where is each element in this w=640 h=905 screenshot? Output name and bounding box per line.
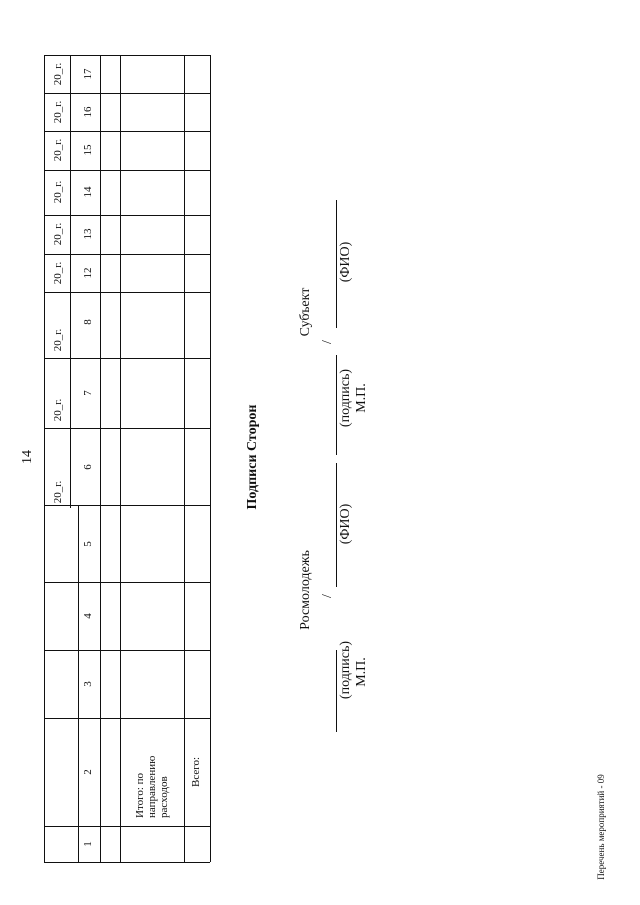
year-header: 20_г. [52, 100, 64, 124]
left-party-name: Росмолодежь [298, 550, 313, 630]
right-sign-line [336, 355, 337, 455]
column-number: 8 [82, 319, 94, 325]
column-number: 13 [82, 228, 94, 240]
column-number: 1 [82, 841, 94, 847]
column-number: 6 [82, 464, 94, 470]
column-number: 16 [82, 106, 94, 118]
column-number: 2 [82, 769, 94, 775]
column-number: 15 [82, 144, 94, 156]
column-number: 14 [82, 186, 94, 198]
footer-text: Перечень мероприятий - 09 [596, 774, 606, 880]
left-fio-label: (ФИО) [338, 503, 353, 545]
total-direction-label: Итого: по направлению расходов [134, 755, 170, 818]
right-fio-line [336, 200, 337, 328]
column-number: 17 [82, 68, 94, 80]
year-header: 20_г. [52, 261, 64, 285]
year-header: 20_г. [52, 222, 64, 246]
column-number: 7 [82, 390, 94, 396]
year-header: 20_г. [52, 398, 64, 422]
year-header: 20_г. [52, 328, 64, 352]
column-number: 3 [82, 681, 94, 687]
year-header: 20_г. [52, 62, 64, 86]
year-header: 20_г. [52, 180, 64, 204]
left-fio-line [336, 463, 337, 587]
right-party-name: Субъект [298, 287, 313, 337]
left-slash: / [320, 594, 335, 598]
right-slash: / [320, 340, 335, 344]
year-header: 20_г. [52, 138, 64, 162]
signatures-title: Подписи Сторон [245, 404, 260, 510]
right-stamp-label: М.П. [354, 383, 369, 413]
left-sign-label: (подпись) [338, 640, 353, 700]
column-number: 12 [82, 267, 94, 279]
right-fio-label: (ФИО) [338, 241, 353, 283]
year-header: 20_г. [52, 480, 64, 504]
left-stamp-label: М.П. [354, 657, 369, 687]
page-number: 14 [20, 450, 35, 464]
column-number: 4 [82, 613, 94, 619]
left-sign-line [336, 650, 337, 732]
right-sign-label: (подпись) [338, 368, 353, 428]
grand-total-label: Всего: [190, 756, 202, 788]
column-number: 5 [82, 541, 94, 547]
